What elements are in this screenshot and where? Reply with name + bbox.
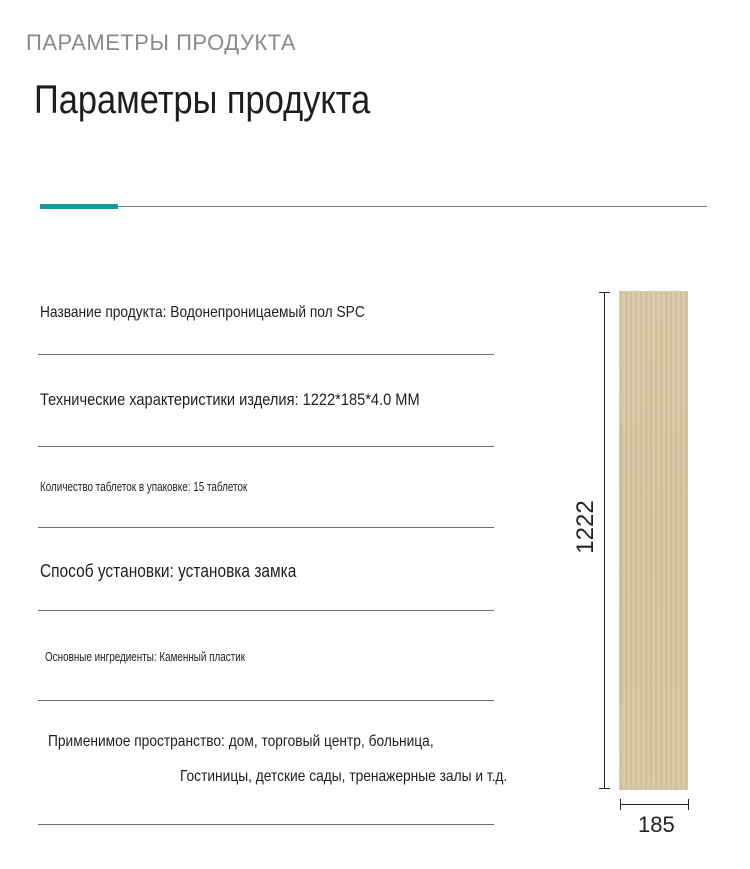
spec-usage: Применимое пространство: дом, торговый центр, больница, xyxy=(48,733,434,750)
length-dimension-label: 1222 xyxy=(572,500,599,554)
spec-materials: Основные ингредиенты: Каменный пластик xyxy=(45,649,246,664)
width-dimension-cap xyxy=(688,799,689,810)
spec-product-name: Название продукта: Водонепроницаемый пол SPC xyxy=(40,304,365,321)
title-divider xyxy=(40,206,707,207)
page-title: Параметры продукта xyxy=(34,78,371,122)
floor-plank-image xyxy=(619,291,688,790)
spec-row-divider xyxy=(38,824,494,825)
title-divider-accent xyxy=(40,204,118,209)
header-subtitle: ПАРАМЕТРЫ ПРОДУКТА xyxy=(26,30,297,55)
length-dimension-cap xyxy=(599,788,610,789)
spec-row-divider xyxy=(38,527,494,528)
width-dimension-label: 185 xyxy=(638,812,675,837)
width-dimension-cap xyxy=(620,799,621,810)
length-dimension-line xyxy=(604,292,605,789)
width-dimension-line xyxy=(620,804,689,805)
spec-row-divider xyxy=(38,610,494,611)
spec-row-divider xyxy=(38,354,494,355)
length-dimension-cap xyxy=(599,292,610,293)
spec-dimensions: Технические характеристики изделия: 1222*185*4.0 MM xyxy=(40,390,420,409)
spec-usage-continuation: Гостиницы, детские сады, тренажерные залы и т.д. xyxy=(180,768,508,785)
spec-row-divider xyxy=(38,700,494,701)
spec-pack-quantity: Количество таблеток в упаковке: 15 таблеток xyxy=(40,479,248,494)
spec-row-divider xyxy=(38,446,494,447)
spec-installation: Способ установки: установка замка xyxy=(40,561,297,581)
